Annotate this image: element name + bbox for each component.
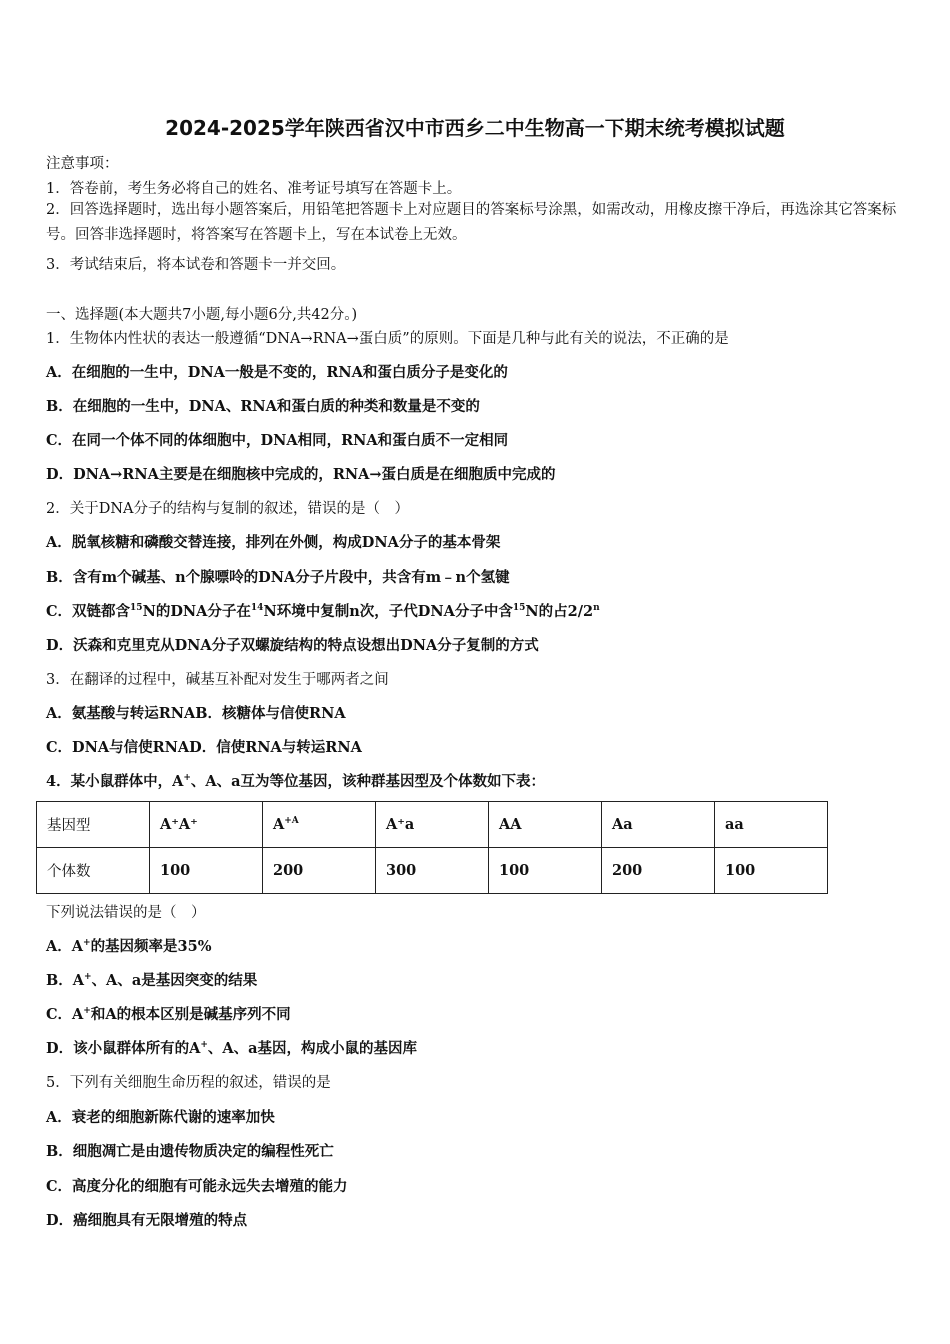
table-cell: Aa bbox=[602, 802, 715, 848]
table-cell: 100 bbox=[489, 848, 602, 894]
table-cell: $A^{+A}$ bbox=[263, 802, 376, 848]
section-heading: 一、选择题(本大题共7小题,每小题6分,共42分。) bbox=[46, 307, 358, 323]
q1-option-b: B．在细胞的一生中，DNA、RNA和蛋白质的种类和数量是不变的 bbox=[46, 398, 480, 415]
notice-item-3: 3．考试结束后，将本试卷和答题卡一并交回。 bbox=[46, 257, 346, 273]
q4-option-c: C．A+和A的根本区别是碱基序列不同 bbox=[46, 1006, 291, 1023]
q3-stem: 3．在翻译的过程中，碱基互补配对发生于哪两者之间 bbox=[46, 672, 389, 688]
q4-stem: 4．某小鼠群体中，A+、A、a互为等位基因，该种群基因型及个体数如下表： bbox=[46, 773, 546, 790]
table-cell: A⁺a bbox=[376, 802, 489, 848]
q5-option-a: A．衰老的细胞新陈代谢的速率加快 bbox=[46, 1109, 275, 1126]
q2-option-a: A．脱氧核糖和磷酸交替连接，排列在外侧，构成DNA分子的基本骨架 bbox=[46, 534, 501, 551]
notice-heading: 注意事项： bbox=[46, 156, 119, 172]
table-cell: 100 bbox=[715, 848, 828, 894]
table-cell: 基因型 bbox=[37, 802, 150, 848]
q4-option-d: D．该小鼠群体所有的A+、A、a基因，构成小鼠的基因库 bbox=[46, 1040, 418, 1057]
q5-option-b: B．细胞凋亡是由遗传物质决定的编程性死亡 bbox=[46, 1143, 334, 1160]
q2-option-d: D．沃森和克里克从DNA分子双螺旋结构的特点设想出DNA分子复制的方式 bbox=[46, 637, 539, 654]
q5-option-d: D．癌细胞具有无限增殖的特点 bbox=[46, 1212, 248, 1229]
notice-item-2: 2．回答选择题时，选出每小题答案后，用铅笔把答题卡上对应题目的答案标号涂黑，如需改动，用橡皮擦干净后，再选涂其它答案标号。回答非选择题时，将答案写在答题卡上，写在本试卷上无效。 bbox=[46, 202, 897, 243]
table-cell: 个体数 bbox=[37, 848, 150, 894]
genotype-table bbox=[36, 801, 828, 894]
q1-option-c: C．在同一个体不同的体细胞中，DNA相同，RNA和蛋白质不一定相同 bbox=[46, 432, 509, 449]
table-row bbox=[37, 802, 828, 848]
q4-question: 下列说法错误的是（ ） bbox=[46, 905, 206, 921]
q2-option-b: B．含有m个碱基、n个腺嘌呤的DNA分子片段中，共含有m﹣n个氢键 bbox=[46, 569, 510, 586]
q5-option-c: C．高度分化的细胞有可能永远失去增殖的能力 bbox=[46, 1178, 348, 1195]
q5-stem: 5．下列有关细胞生命历程的叙述，错误的是 bbox=[46, 1075, 331, 1091]
q2-stem: 2．关于DNA分子的结构与复制的叙述，错误的是（ ） bbox=[46, 501, 410, 517]
q3-options-ab: A．氨基酸与转运RNAB．核糖体与信使RNA bbox=[46, 705, 346, 722]
q1-stem: 1．生物体内性状的表达一般遵循“DNA→RNA→蛋白质”的原则。下面是几种与此有关的说法，不正确的是 bbox=[46, 331, 729, 347]
notice-item-1: 1．答卷前，考生务必将自己的姓名、准考证号填写在答题卡上。 bbox=[46, 181, 462, 197]
q1-option-a: A．在细胞的一生中，DNA一般是不变的，RNA和蛋白质分子是变化的 bbox=[46, 364, 508, 381]
table-row bbox=[37, 848, 828, 894]
q4-option-b: B．A+、A、a是基因突变的结果 bbox=[46, 972, 258, 989]
table-cell: 100 bbox=[150, 848, 263, 894]
table-cell: 200 bbox=[602, 848, 715, 894]
q3-options-cd: C．DNA与信使RNAD．信使RNA与转运RNA bbox=[46, 739, 362, 756]
q4-option-a: A．A+的基因频率是35% bbox=[46, 938, 212, 955]
q1-option-d: D．DNA→RNA主要是在细胞核中完成的，RNA→蛋白质是在细胞质中完成的 bbox=[46, 466, 556, 483]
table-cell: 300 bbox=[376, 848, 489, 894]
page-title: 2024-2025学年陕西省汉中市西乡二中生物高一下期末统考模拟试题 bbox=[165, 116, 785, 140]
table-cell: AA bbox=[489, 802, 602, 848]
q2-option-c: C．双链都含$^{15}$N的DNA分子在$^{14}$N环境中复制n次，子代DNA分子中含$^{15}$N的占2/2$^n$ bbox=[46, 603, 600, 620]
table-cell: 200 bbox=[263, 848, 376, 894]
table-cell: aa bbox=[715, 802, 828, 848]
table-cell: A⁺A⁺ bbox=[150, 802, 263, 848]
